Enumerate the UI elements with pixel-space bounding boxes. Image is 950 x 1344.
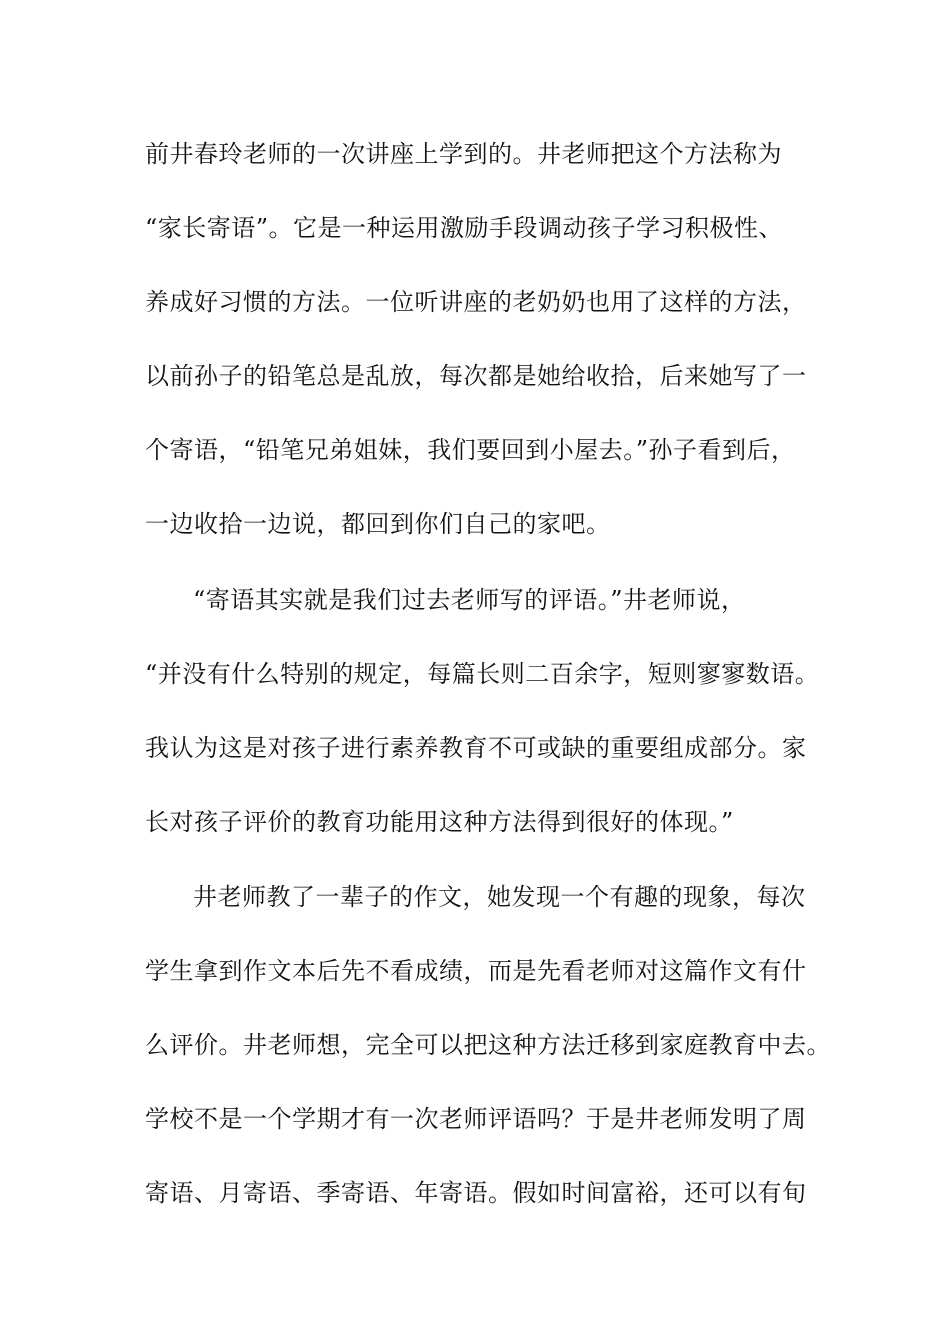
text-line: 长对孩子评价的教育功能用这种方法得到很好的体现。”: [145, 808, 734, 836]
paragraph-first-line: “寄语其实就是我们过去老师写的评语。”井老师说，: [193, 586, 746, 614]
text-line: 个寄语，“铅笔兄弟姐妹，我们要回到小屋去。”孙子看到后，: [145, 436, 796, 464]
text-line: 学生拿到作文本后先不看成绩，而是先看老师对这篇作文有什: [145, 957, 807, 985]
text-line: 以前孙子的铅笔总是乱放，每次都是她给收拾，后来她写了一: [145, 362, 807, 390]
text-line: 一边收拾一边说，都回到你们自己的家吧。: [145, 510, 611, 538]
text-line: 寄语、月寄语、季寄语、年寄语。假如时间富裕，还可以有旬: [145, 1179, 807, 1207]
paragraph-first-line: 井老师教了一辈子的作文，她发现一个有趣的现象，每次: [193, 883, 806, 911]
text-line: “并没有什么特别的规定，每篇长则二百余字，短则寥寥数语。: [145, 660, 820, 688]
text-line: “家长寄语”。它是一种运用激励手段调动孩子学习积极性、: [145, 214, 784, 242]
text-line: 前井春玲老师的一次讲座上学到的。井老师把这个方法称为: [145, 140, 782, 168]
text-line: 么评价。井老师想，完全可以把这种方法迁移到家庭教育中去。: [145, 1031, 831, 1059]
text-line: 养成好习惯的方法。一位听讲座的老奶奶也用了这样的方法，: [145, 288, 807, 316]
text-line: 我认为这是对孩子进行素养教育不可或缺的重要组成部分。家: [145, 734, 807, 762]
text-line: 学校不是一个学期才有一次老师评语吗？于是井老师发明了周: [145, 1105, 807, 1133]
